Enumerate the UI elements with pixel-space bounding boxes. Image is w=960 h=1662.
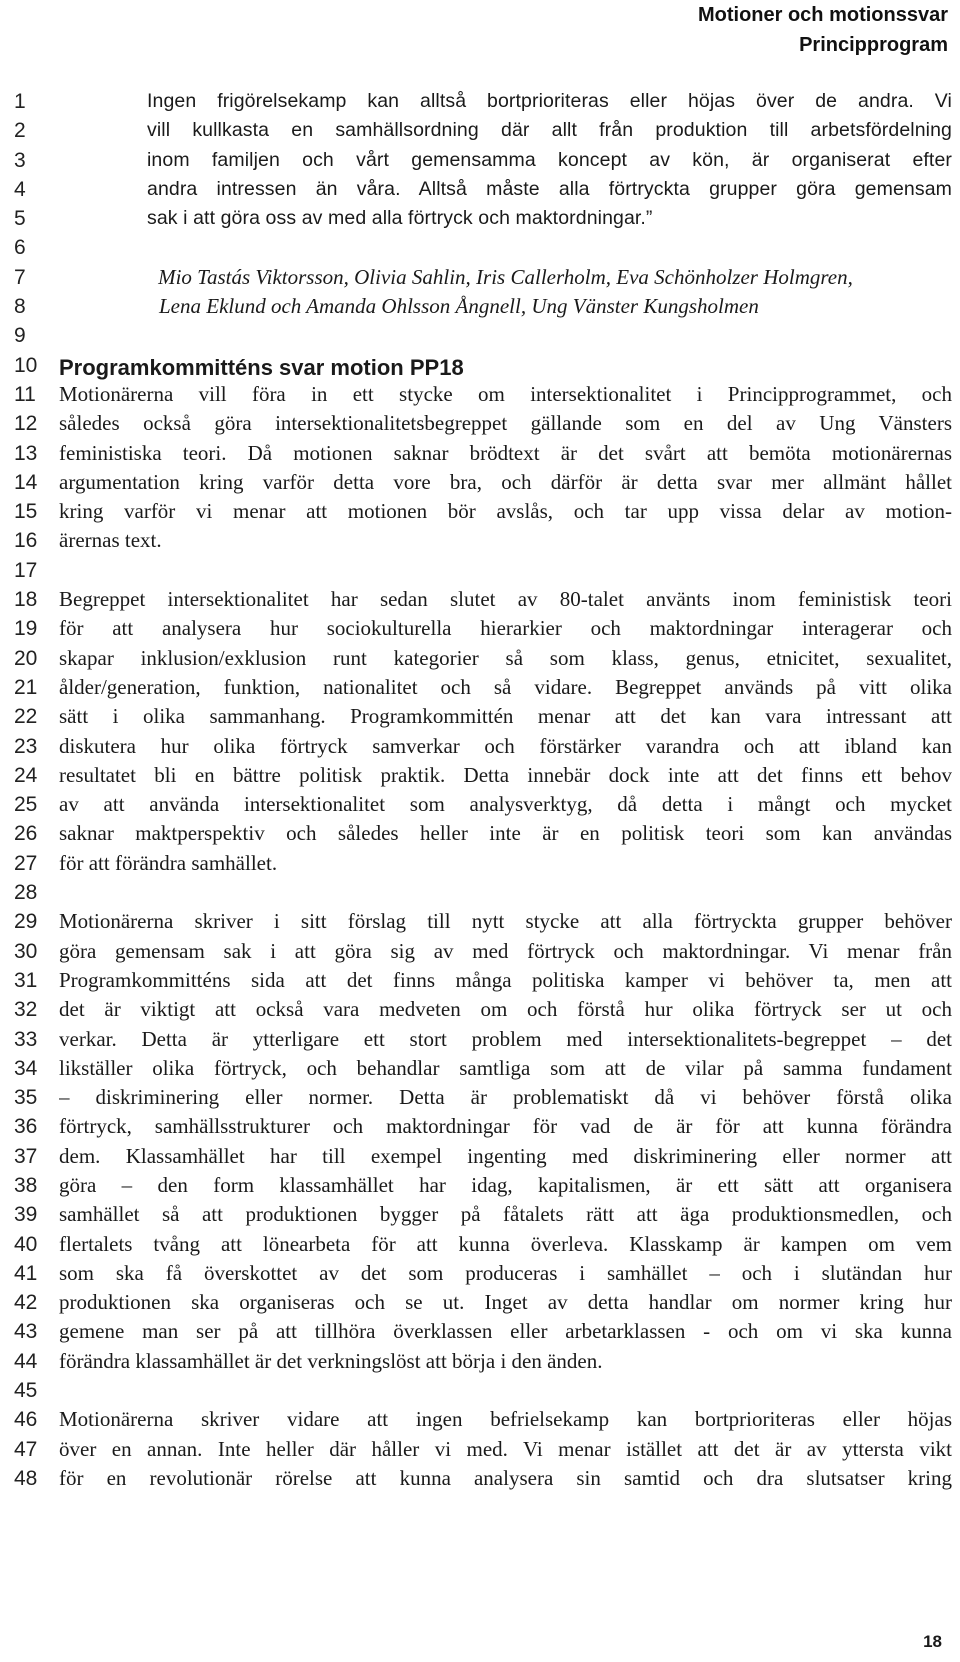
text-line: som ska få överskottet av det som produceras i samhället – och i slutändan hur bbox=[59, 1260, 952, 1285]
text-line: Begreppet intersektionalitet har sedan slutet av 80-talet använts inom feministisk teori bbox=[59, 587, 952, 612]
quote-line: inom familjen och vårt gemensamma koncept av kön, är organiserat efter bbox=[147, 148, 952, 171]
line-number: 42 bbox=[14, 1291, 38, 1315]
line-number: 25 bbox=[14, 793, 38, 817]
line-number: 21 bbox=[14, 675, 38, 699]
blank-line bbox=[59, 233, 952, 262]
text-line: för en revolutionär rörelse att kunna analysera sin samtid och dra slutsatser kring bbox=[59, 1465, 952, 1490]
text-line: göra gemensam sak i att göra sig av med förtryck och maktordningar. Vi menar från bbox=[59, 938, 952, 963]
line-number: 6 bbox=[14, 236, 26, 260]
text-line: ålder/generation, funktion, nationalitet och så vidare. Begreppet används på vitt olika bbox=[59, 674, 952, 699]
paragraph-3 bbox=[59, 907, 952, 1376]
quote-line: andra intressen än våra. Alltså måste alla förtryckta grupper göra gemensam bbox=[147, 177, 952, 200]
text-line: det är viktigt att också vara medveten om och förstå hur olika förtryck ser ut och bbox=[59, 997, 952, 1022]
blank-line bbox=[59, 321, 952, 350]
text-line: sätt i olika sammanhang. Programkommittén menar att det kan vara intressant att bbox=[59, 704, 952, 729]
line-number: 24 bbox=[14, 763, 38, 787]
line-number: 47 bbox=[14, 1437, 38, 1461]
line-number: 22 bbox=[14, 705, 38, 729]
line-number: 3 bbox=[14, 148, 26, 172]
line-number: 5 bbox=[14, 207, 26, 231]
text-line: således också göra intersektionalitetsbegreppet gällande som en del av Ung Vänsters bbox=[59, 411, 952, 436]
paragraph-4 bbox=[59, 1405, 952, 1493]
line-number: 12 bbox=[14, 412, 38, 436]
text-line: förändra klassamhället är det verkningslöst att börja i den änden. bbox=[59, 1348, 603, 1373]
line-number: 48 bbox=[14, 1466, 38, 1490]
line-number: 9 bbox=[14, 324, 26, 348]
line-number: 39 bbox=[14, 1203, 38, 1227]
line-number: 14 bbox=[14, 470, 38, 494]
text-line: diskutera hur olika förtryck samverkar och förstärker varandra och att ibland kan bbox=[59, 733, 952, 758]
line-number: 29 bbox=[14, 910, 38, 934]
line-number: 28 bbox=[14, 881, 38, 905]
header-subtitle: Principprogram bbox=[799, 34, 948, 56]
line-number: 40 bbox=[14, 1232, 38, 1256]
line-number: 20 bbox=[14, 646, 38, 670]
text-line: gemene man ser på att tillhöra överklassen eller arbetarklassen - och om vi ska kunna bbox=[59, 1319, 952, 1344]
text-line: för att förändra samhället. bbox=[59, 850, 278, 875]
line-number: 15 bbox=[14, 500, 38, 524]
quote-block bbox=[59, 87, 952, 233]
line-number: 37 bbox=[14, 1144, 38, 1168]
line-number: 8 bbox=[14, 295, 26, 319]
line-number: 26 bbox=[14, 822, 38, 846]
line-number: 41 bbox=[14, 1261, 38, 1285]
line-number: 27 bbox=[14, 851, 38, 875]
line-number: 31 bbox=[14, 968, 38, 992]
line-number: 45 bbox=[14, 1379, 38, 1403]
text-line: över en annan. Inte heller där håller vi med. Vi menar istället att det är av yttersta vikt bbox=[59, 1436, 952, 1461]
line-number: 23 bbox=[14, 734, 38, 758]
line-number: 1 bbox=[14, 90, 26, 113]
text-line: ärernas text. bbox=[59, 528, 162, 553]
text-line: flertalets tvång att lönearbeta för att kunna överleva. Klasskamp är kampen om vem bbox=[59, 1231, 952, 1256]
line-number: 38 bbox=[14, 1173, 38, 1197]
quote-line: Ingen frigörelsekamp kan alltså bortprioriteras eller höjas över de andra. Vi bbox=[147, 90, 952, 112]
line-number: 17 bbox=[14, 558, 38, 582]
text-line: Motionärerna vill föra in ett stycke om intersektionalitet i Principprogrammet, och bbox=[59, 381, 952, 406]
line-number: 19 bbox=[14, 617, 38, 641]
text-line: kring varför vi menar att motionen bör avslås, och tar upp vissa delar av motion- bbox=[59, 499, 952, 524]
section-heading: Programkommitténs svar motion PP18 bbox=[59, 354, 464, 380]
text-line: göra – den form klassamhället har idag, kapitalismen, är ett sätt att organisera bbox=[59, 1172, 952, 1197]
line-number: 7 bbox=[14, 265, 26, 289]
line-number: 18 bbox=[14, 588, 38, 612]
text-line: resultatet bli en bättre politisk praktik. Detta innebär dock inte att det finns ett behov bbox=[59, 762, 952, 787]
line-number: 46 bbox=[14, 1408, 38, 1432]
text-line: dem. Klassamhället har till exempel ingenting med diskriminering eller normer att bbox=[59, 1143, 952, 1168]
motion-authors-cont: Lena Eklund och Amanda Ohlsson Ångnell, Ung Vänster Kungsholmen bbox=[159, 294, 759, 319]
motion-authors: Mio Tastás Viktorsson, Olivia Sahlin, Iris Callerholm, Eva Schönholzer Holmgren, bbox=[158, 264, 853, 289]
text-line: saknar maktperspektiv och således heller inte är en politisk teori som kan användas bbox=[59, 821, 952, 846]
line-number: 35 bbox=[14, 1086, 38, 1110]
paragraph-2 bbox=[59, 585, 952, 878]
quote-line: vill kullkasta en samhällsordning där allt från produktion till arbetsfördelning bbox=[147, 119, 952, 142]
text-line: – diskriminering eller normer. Detta är problematiskt då vi behöver förstå olika bbox=[59, 1085, 952, 1110]
running-header bbox=[698, 0, 948, 60]
text-line: feministiska teori. Då motionen saknar brödtext är det svårt att bemöta motionärernas bbox=[59, 440, 952, 465]
text-line: skapar inklusion/exklusion runt kategorier så som klass, genus, etnicitet, sexualitet, bbox=[59, 645, 952, 670]
text-line: verkar. Detta är ytterligare ett stort problem med intersektionalitets-begreppet – det bbox=[59, 1026, 952, 1051]
line-number: 2 bbox=[14, 119, 26, 143]
line-number: 32 bbox=[14, 998, 38, 1022]
blank-line bbox=[59, 1376, 952, 1405]
text-line: produktionen ska organiseras och se ut. Inget av detta handlar om normer kring hur bbox=[59, 1290, 952, 1315]
document-body bbox=[59, 87, 952, 1493]
line-number: 34 bbox=[14, 1056, 38, 1080]
page-number: 18 bbox=[923, 1632, 942, 1651]
paragraph-1 bbox=[59, 380, 952, 556]
line-number: 4 bbox=[14, 177, 26, 201]
text-line: av att använda intersektionalitet som analysverktyg, då detta i mångt och mycket bbox=[59, 792, 952, 817]
blank-line bbox=[59, 878, 952, 907]
line-number: 10 bbox=[14, 353, 38, 377]
blank-line bbox=[59, 556, 952, 585]
text-line: samhället så att produktionen bygger på fåtalets rätt att äga produktionsmedlen, och bbox=[59, 1202, 952, 1227]
line-number: 16 bbox=[14, 529, 38, 553]
line-numbers bbox=[14, 87, 48, 1493]
text-line: förtryck, samhällsstrukturer och maktordningar för vad de är för att kunna förändra bbox=[59, 1114, 952, 1139]
text-line: Programkommitténs sida att det finns många politiska kamper vi behöver ta, men att bbox=[59, 967, 952, 992]
text-line: argumentation kring varför detta vore bra, och därför är detta svar mer allmänt hållet bbox=[59, 469, 952, 494]
line-number: 13 bbox=[14, 441, 38, 465]
line-number: 11 bbox=[14, 382, 36, 406]
line-number: 43 bbox=[14, 1320, 38, 1344]
text-line: likställer olika förtryck, och behandlar samtliga som att de vilar på samma fundament bbox=[59, 1055, 952, 1080]
header-title: Motioner och motionssvar bbox=[697, 4, 948, 26]
quote-line: sak i att göra oss av med alla förtryck och maktordningar.” bbox=[147, 207, 653, 230]
line-number: 30 bbox=[14, 939, 38, 963]
text-line: Motionärerna skriver vidare att ingen befrielsekamp kan bortprioriteras eller höjas bbox=[59, 1407, 952, 1432]
line-number: 33 bbox=[14, 1027, 38, 1051]
text-line: Motionärerna skriver i sitt förslag till nytt stycke att alla förtryckta grupper behöver bbox=[59, 909, 952, 934]
line-number: 44 bbox=[14, 1349, 38, 1373]
text-line: för att analysera hur sociokulturella hierarkier och maktordningar interagerar och bbox=[59, 616, 952, 641]
line-number: 36 bbox=[14, 1115, 38, 1139]
